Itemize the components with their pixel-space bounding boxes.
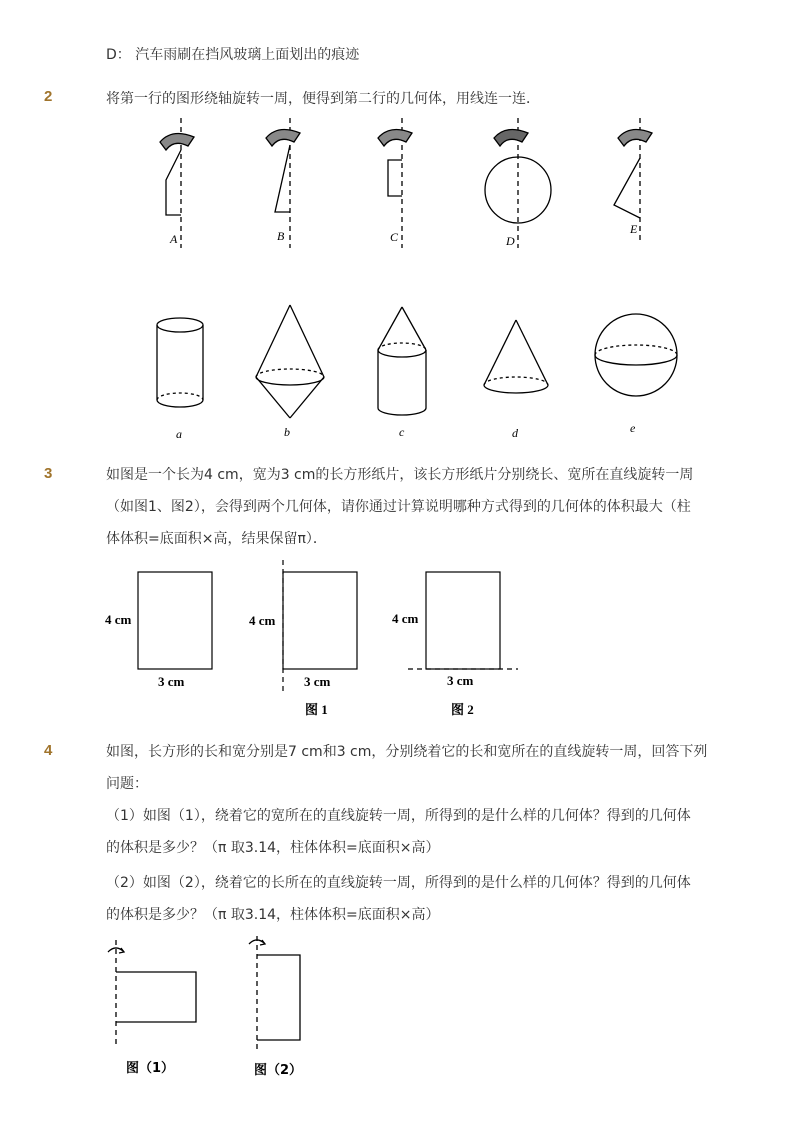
question-3-line-3: 体体积=底面积×高，结果保留π）． (106, 531, 327, 547)
question-4-line-2: 问题： (106, 776, 148, 792)
question-2-text: 将第一行的图形绕轴旋转一周，便得到第二行的几何体，用线连一连． (106, 91, 540, 107)
label-b: b (284, 425, 290, 439)
question-3-line-1: 如图是一个长为4 cm，宽为3 cm的长方形纸片，该长方形纸片分别绕长、宽所在直线旋转一周 (106, 467, 694, 483)
question-4-line-5: （2）如图（2），绕着它的长所在的直线旋转一周，所得到的是什么样的几何体？得到的几何体 (106, 875, 691, 891)
label-a: a (176, 427, 182, 441)
question-number-3: 3 (44, 465, 53, 482)
fig-2-caption: 图 2 (451, 702, 474, 717)
option-d-text: D： 汽车雨刷在挡风玻璃上面划出的痕迹 (106, 47, 360, 63)
dim-width-label-2: 3 cm (304, 674, 331, 689)
fig-1-caption: 图 1 (305, 702, 328, 717)
dim-width-label-3: 3 cm (447, 673, 474, 688)
label-E: E (630, 222, 638, 236)
rectangle-fig-4-2 (257, 955, 300, 1040)
rectangle-fig-4-1 (116, 972, 196, 1022)
question-3-line-2: （如图1、图2），会得到两个几何体，请你通过计算说明哪种方式得到的几何体的体积最大（柱 (106, 499, 691, 515)
question-number-2: 2 (44, 88, 53, 105)
fig-4-2-caption: 图（2） (254, 1063, 303, 1078)
question-number-4: 4 (44, 742, 53, 759)
dim-length-label-1: 4 cm (105, 612, 132, 627)
question-4-line-1: 如图，长方形的长和宽分别是7 cm和3 cm，分别绕着它的长和宽所在的直线旋转一周，回答下列 (106, 744, 708, 760)
label-A: A (170, 232, 178, 246)
label-d: d (512, 426, 518, 440)
question-4-line-3: （1）如图（1），绕着它的宽所在的直线旋转一周，所得到的是什么样的几何体？得到的几何体 (106, 808, 691, 824)
fig-4-1-caption: 图（1） (126, 1061, 175, 1076)
dim-length-label-3: 4 cm (392, 611, 419, 626)
label-C: C (390, 230, 399, 244)
dim-length-label-2: 4 cm (249, 613, 276, 628)
label-e: e (630, 421, 636, 435)
label-B: B (277, 229, 285, 243)
question-4-line-6: 的体积是多少？（π 取3.14，柱体体积=底面积×高） (106, 907, 440, 923)
label-c: c (399, 425, 405, 439)
dim-width-label-1: 3 cm (158, 674, 185, 689)
label-D: D (506, 234, 515, 248)
question-4-line-4: 的体积是多少？（π 取3.14，柱体体积=底面积×高） (106, 840, 440, 856)
